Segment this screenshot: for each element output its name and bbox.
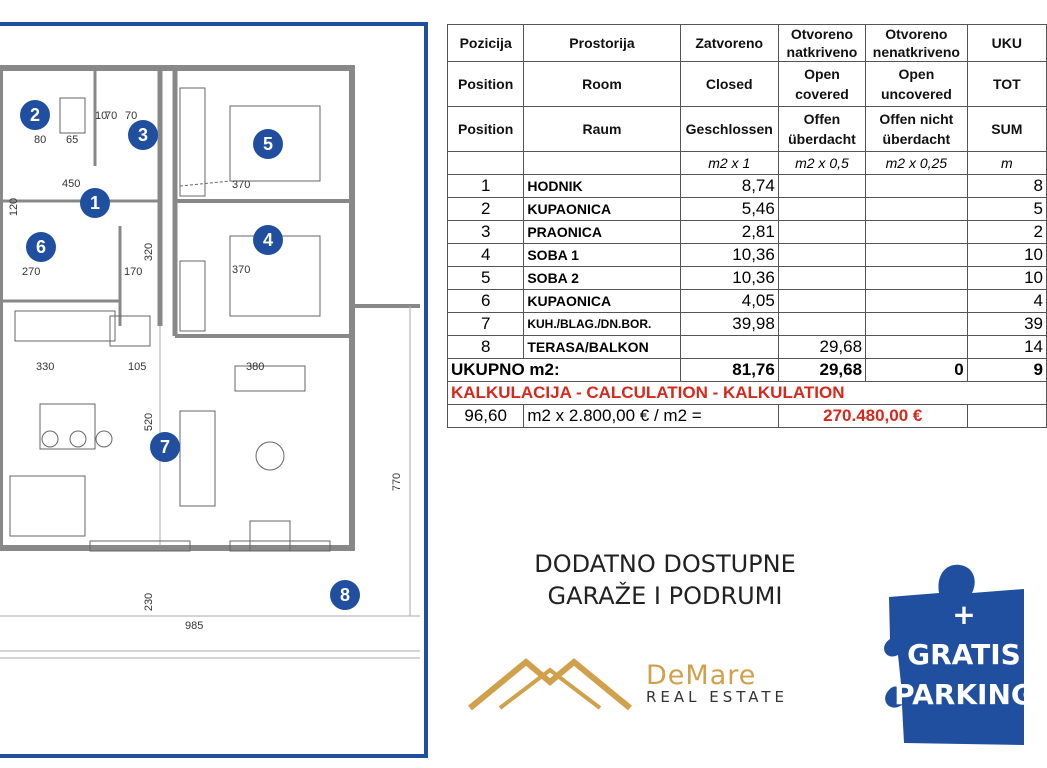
area-table <box>447 24 1047 428</box>
table-header-row <box>448 107 1047 152</box>
room-marker-3: 3 <box>128 120 158 150</box>
dimension-label: 330 <box>36 361 55 373</box>
row-open-covered <box>778 267 865 290</box>
total-label: UKUPNO m2: <box>448 359 681 382</box>
row-open-covered <box>778 175 865 198</box>
total-open-uncovered: 0 <box>866 359 968 382</box>
table-row <box>448 290 1047 313</box>
row-closed: 39,98 <box>680 313 778 336</box>
row-open-covered <box>778 290 865 313</box>
table-header-cell: Open uncovered <box>866 62 968 107</box>
unit-cell <box>448 152 524 175</box>
calculation-area: 96,60 <box>448 405 524 428</box>
badge-line-2: PARKING <box>894 678 1034 711</box>
table-header-cell: Position <box>448 62 524 107</box>
row-room: KUH./BLAG./DN.BOR. <box>524 313 680 336</box>
room-marker-8: 8 <box>330 580 360 610</box>
additional-info-line-1: DODATNO DOSTUPNE <box>534 550 796 578</box>
unit-cell: m2 x 0,5 <box>778 152 865 175</box>
table-header-cell: UKU <box>967 25 1046 62</box>
table-row <box>448 267 1047 290</box>
dimension-label: 270 <box>22 266 41 278</box>
total-sum: 9 <box>967 359 1046 382</box>
logo-subtitle: REAL ESTATE <box>646 688 789 706</box>
row-open-covered: 29,68 <box>778 336 865 359</box>
room-marker-5: 5 <box>253 129 283 159</box>
badge-plus: + <box>952 598 976 631</box>
table-header-cell: Closed <box>680 62 778 107</box>
table-header-cell: Prostorija <box>524 25 680 62</box>
table-row <box>448 175 1047 198</box>
row-position: 8 <box>448 336 524 359</box>
dimension-label: 450 <box>62 178 81 190</box>
table-header-cell: Otvoreno natkriveno <box>778 25 865 62</box>
table-header-cell: Zatvoreno <box>680 25 778 62</box>
table-header-cell: Otvoreno nenatkriveno <box>866 25 968 62</box>
row-total: 8 <box>967 175 1046 198</box>
unit-cell: m2 x 1 <box>680 152 778 175</box>
total-open-covered: 29,68 <box>778 359 865 382</box>
room-marker-6: 6 <box>26 232 56 262</box>
row-closed: 5,46 <box>680 198 778 221</box>
row-position: 6 <box>448 290 524 313</box>
calculation-empty <box>967 405 1046 428</box>
calculation-price: 270.480,00 € <box>778 405 967 428</box>
row-position: 4 <box>448 244 524 267</box>
row-room: SOBA 2 <box>524 267 680 290</box>
table-row <box>448 198 1047 221</box>
row-open-covered <box>778 313 865 336</box>
table-row <box>448 336 1047 359</box>
row-open-covered <box>778 244 865 267</box>
table-header-row <box>448 62 1047 107</box>
calculation-row <box>448 405 1047 428</box>
dimension-label: 80 <box>34 134 47 146</box>
table-unit-row <box>448 152 1047 175</box>
additional-info <box>470 548 860 612</box>
dimension-label: 70 <box>105 110 118 122</box>
dimension-label: 120 <box>8 197 21 217</box>
calculation-title-row <box>448 382 1047 405</box>
row-position: 5 <box>448 267 524 290</box>
floor-plan <box>0 22 428 758</box>
dimension-label: 230 <box>143 592 156 612</box>
row-room: HODNIK <box>524 175 680 198</box>
row-open-covered <box>778 198 865 221</box>
row-position: 1 <box>448 175 524 198</box>
table-header-cell: Offen nicht überdacht <box>866 107 968 152</box>
dimension-label: 65 <box>66 134 79 146</box>
row-open-uncovered <box>866 313 968 336</box>
table-header-cell: Open covered <box>778 62 865 107</box>
row-position: 3 <box>448 221 524 244</box>
room-marker-7: 7 <box>150 432 180 462</box>
dimension-label: 170 <box>124 266 143 278</box>
row-total: 2 <box>967 221 1046 244</box>
dimension-label: 10 <box>95 110 108 122</box>
logo-name: DeMare <box>646 660 757 691</box>
table-header-cell: Position <box>448 107 524 152</box>
unit-cell <box>524 152 680 175</box>
row-total: 4 <box>967 290 1046 313</box>
row-open-uncovered <box>866 198 968 221</box>
row-total: 39 <box>967 313 1046 336</box>
room-marker-4: 4 <box>253 225 283 255</box>
row-room: TERASA/BALKON <box>524 336 680 359</box>
row-open-uncovered <box>866 221 968 244</box>
dimension-label: 520 <box>143 412 156 432</box>
calculation-formula: m2 x 2.800,00 € / m2 = <box>524 405 779 428</box>
dimension-label: 770 <box>391 472 404 492</box>
table-header-cell: Room <box>524 62 680 107</box>
table-header-cell: TOT <box>967 62 1046 107</box>
dimension-label: 370 <box>232 179 251 191</box>
row-open-uncovered <box>866 175 968 198</box>
unit-cell: m2 x 0,25 <box>866 152 968 175</box>
room-marker-1: 1 <box>80 188 110 218</box>
room-marker-2: 2 <box>20 100 50 130</box>
dimension-label: 105 <box>128 361 147 373</box>
row-room: SOBA 1 <box>524 244 680 267</box>
row-total: 5 <box>967 198 1046 221</box>
table-row <box>448 313 1047 336</box>
table-row <box>448 221 1047 244</box>
table-header-cell: Raum <box>524 107 680 152</box>
row-closed <box>680 336 778 359</box>
dimension-label: 380 <box>246 361 265 373</box>
row-closed: 4,05 <box>680 290 778 313</box>
row-position: 7 <box>448 313 524 336</box>
unit-cell: m <box>967 152 1046 175</box>
row-closed: 10,36 <box>680 244 778 267</box>
table-total-row <box>448 359 1047 382</box>
gratis-parking-badge <box>884 595 1044 715</box>
row-total: 10 <box>967 267 1046 290</box>
row-open-uncovered <box>866 267 968 290</box>
row-closed: 10,36 <box>680 267 778 290</box>
dimension-label: 370 <box>232 264 251 276</box>
row-total: 14 <box>967 336 1046 359</box>
row-total: 10 <box>967 244 1046 267</box>
row-open-uncovered <box>866 336 968 359</box>
row-room: PRAONICA <box>524 221 680 244</box>
additional-info-line-2: GARAŽE I PODRUMI <box>547 582 783 610</box>
dimension-label: 320 <box>143 242 156 262</box>
row-closed: 2,81 <box>680 221 778 244</box>
badge-line-1: GRATIS <box>907 638 1021 671</box>
row-room: KUPAONICA <box>524 290 680 313</box>
dimension-label: 70 <box>125 110 138 122</box>
row-open-uncovered <box>866 244 968 267</box>
table-row <box>448 244 1047 267</box>
calculation-title: KALKULACIJA - CALCULATION - KALKULATION <box>448 382 1047 405</box>
row-open-covered <box>778 221 865 244</box>
floor-plan-drawing <box>0 26 428 762</box>
table-header-cell: Geschlossen <box>680 107 778 152</box>
row-position: 2 <box>448 198 524 221</box>
table-header-row <box>448 25 1047 62</box>
table-header-cell: Pozicija <box>448 25 524 62</box>
total-closed: 81,76 <box>680 359 778 382</box>
row-open-uncovered <box>866 290 968 313</box>
table-header-cell: Offen überdacht <box>778 107 865 152</box>
row-closed: 8,74 <box>680 175 778 198</box>
dimension-label: 985 <box>185 620 204 632</box>
table-header-cell: SUM <box>967 107 1046 152</box>
row-room: KUPAONICA <box>524 198 680 221</box>
